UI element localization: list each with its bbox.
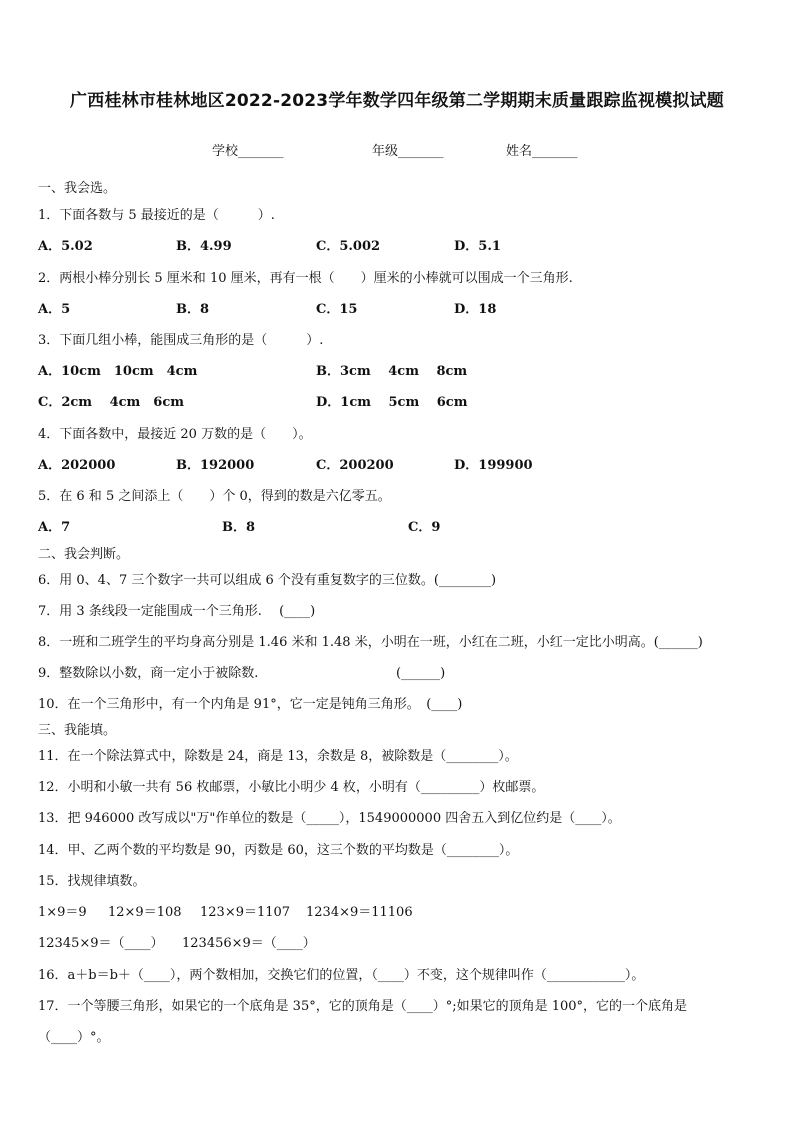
question-1: 1．下面各数与 5 最接近的是（ ）. [38,208,275,223]
q15-pattern-4: 1234×9＝11106 [306,905,413,920]
q4-option-a[interactable]: A．202000 [38,458,116,473]
school-field[interactable]: 学校_______ [212,144,284,159]
grade-field[interactable]: 年级_______ [372,144,444,159]
q15-pattern-2: 12×9＝108 [108,905,182,920]
question-13: 13．把 946000 改写成以"万"作单位的数是（_____），1549000000 四舍五入到亿位约是（____）。 [38,811,621,826]
q1-option-c[interactable]: C．5.002 [316,239,381,254]
q2-option-b[interactable]: B．8 [176,302,210,317]
question-16: 16．a＋b＝b＋（____），两个数相加，交换它们的位置，（____）不变，这个规律叫作（____________）。 [38,968,645,983]
q3-option-a[interactable]: A．10cm 10cm 4cm [38,364,198,379]
question-2: 2．两根小棒分别长 5 厘米和 10 厘米，再有一根（ ）厘米的小棒就可以围成一个三角形. [38,271,573,286]
q2-option-c[interactable]: C．15 [316,302,358,317]
question-17-line-1: 17．一个等腰三角形，如果它的一个底角是 35°，它的顶角是（____）°;如果它的顶角是 100°，它的一个底角是 [38,999,688,1014]
question-11: 11．在一个除法算式中，除数是 24，商是 13，余数是 8，被除数是（________）。 [38,749,518,764]
q15-blank-2[interactable]: 123456×9＝（____） [182,936,316,951]
question-3: 3．下面几组小棒，能围成三角形的是（ ）. [38,333,324,348]
question-8: 8．一班和二班学生的平均身高分别是 1.46 米和 1.48 米，小明在一班，小红在二班，小红一定比小明高。(______) [38,635,703,650]
q4-option-d[interactable]: D．199900 [454,458,533,473]
question-14: 14．甲、乙两个数的平均数是 90，丙数是 60，这三个数的平均数是（________）。 [38,843,519,858]
q5-option-c[interactable]: C．9 [408,520,441,535]
q1-option-d[interactable]: D．5.1 [454,239,501,254]
question-9-blank[interactable]: (______) [396,666,446,681]
question-17-line-2: （____）°。 [38,1030,110,1045]
section-heading-fill: 三、我能填。 [38,723,117,738]
question-5: 5．在 6 和 5 之间添上（ ）个 0，得到的数是六亿零五。 [38,489,391,504]
question-15: 15．找规律填数。 [38,874,146,889]
q4-option-c[interactable]: C．200200 [316,458,394,473]
section-heading-choice: 一、我会选。 [38,181,117,196]
q15-blank-1[interactable]: 12345×9＝（____） [38,936,164,951]
q1-option-b[interactable]: B．4.99 [176,239,232,254]
q3-option-b[interactable]: B．3cm 4cm 8cm [316,364,468,379]
exam-title: 广西桂林市桂林地区2022-2023学年数学四年级第二学期期末质量跟踪监视模拟试题 [70,91,724,111]
q5-option-a[interactable]: A．7 [38,520,71,535]
q5-option-b[interactable]: B．8 [222,520,256,535]
question-7: 7．用 3 条线段一定能围成一个三角形. (____) [38,604,316,619]
question-12: 12．小明和小敏一共有 56 枚邮票，小敏比小明少 4 枚，小明有（_________）枚邮票。 [38,780,545,795]
q3-option-c[interactable]: C．2cm 4cm 6cm [38,395,185,410]
q15-pattern-1: 1×9＝9 [38,905,87,920]
q1-option-a[interactable]: A．5.02 [38,239,93,254]
q2-option-d[interactable]: D．18 [454,302,497,317]
question-6: 6．用 0、4、7 三个数字一共可以组成 6 个没有重复数字的三位数。(________) [38,573,497,588]
question-4: 4．下面各数中，最接近 20 万数的是（ ）。 [38,427,312,442]
question-10: 10．在一个三角形中，有一个内角是 91°，它一定是钝角三角形。 (____) [38,697,463,712]
q15-pattern-3: 123×9＝1107 [200,905,291,920]
q4-option-b[interactable]: B．192000 [176,458,255,473]
section-heading-judge: 二、我会判断。 [38,547,130,562]
q3-option-d[interactable]: D．1cm 5cm 6cm [316,395,468,410]
q2-option-a[interactable]: A．5 [38,302,71,317]
question-9: 9．整数除以小数，商一定小于被除数. [38,666,259,681]
name-field[interactable]: 姓名_______ [506,144,578,159]
